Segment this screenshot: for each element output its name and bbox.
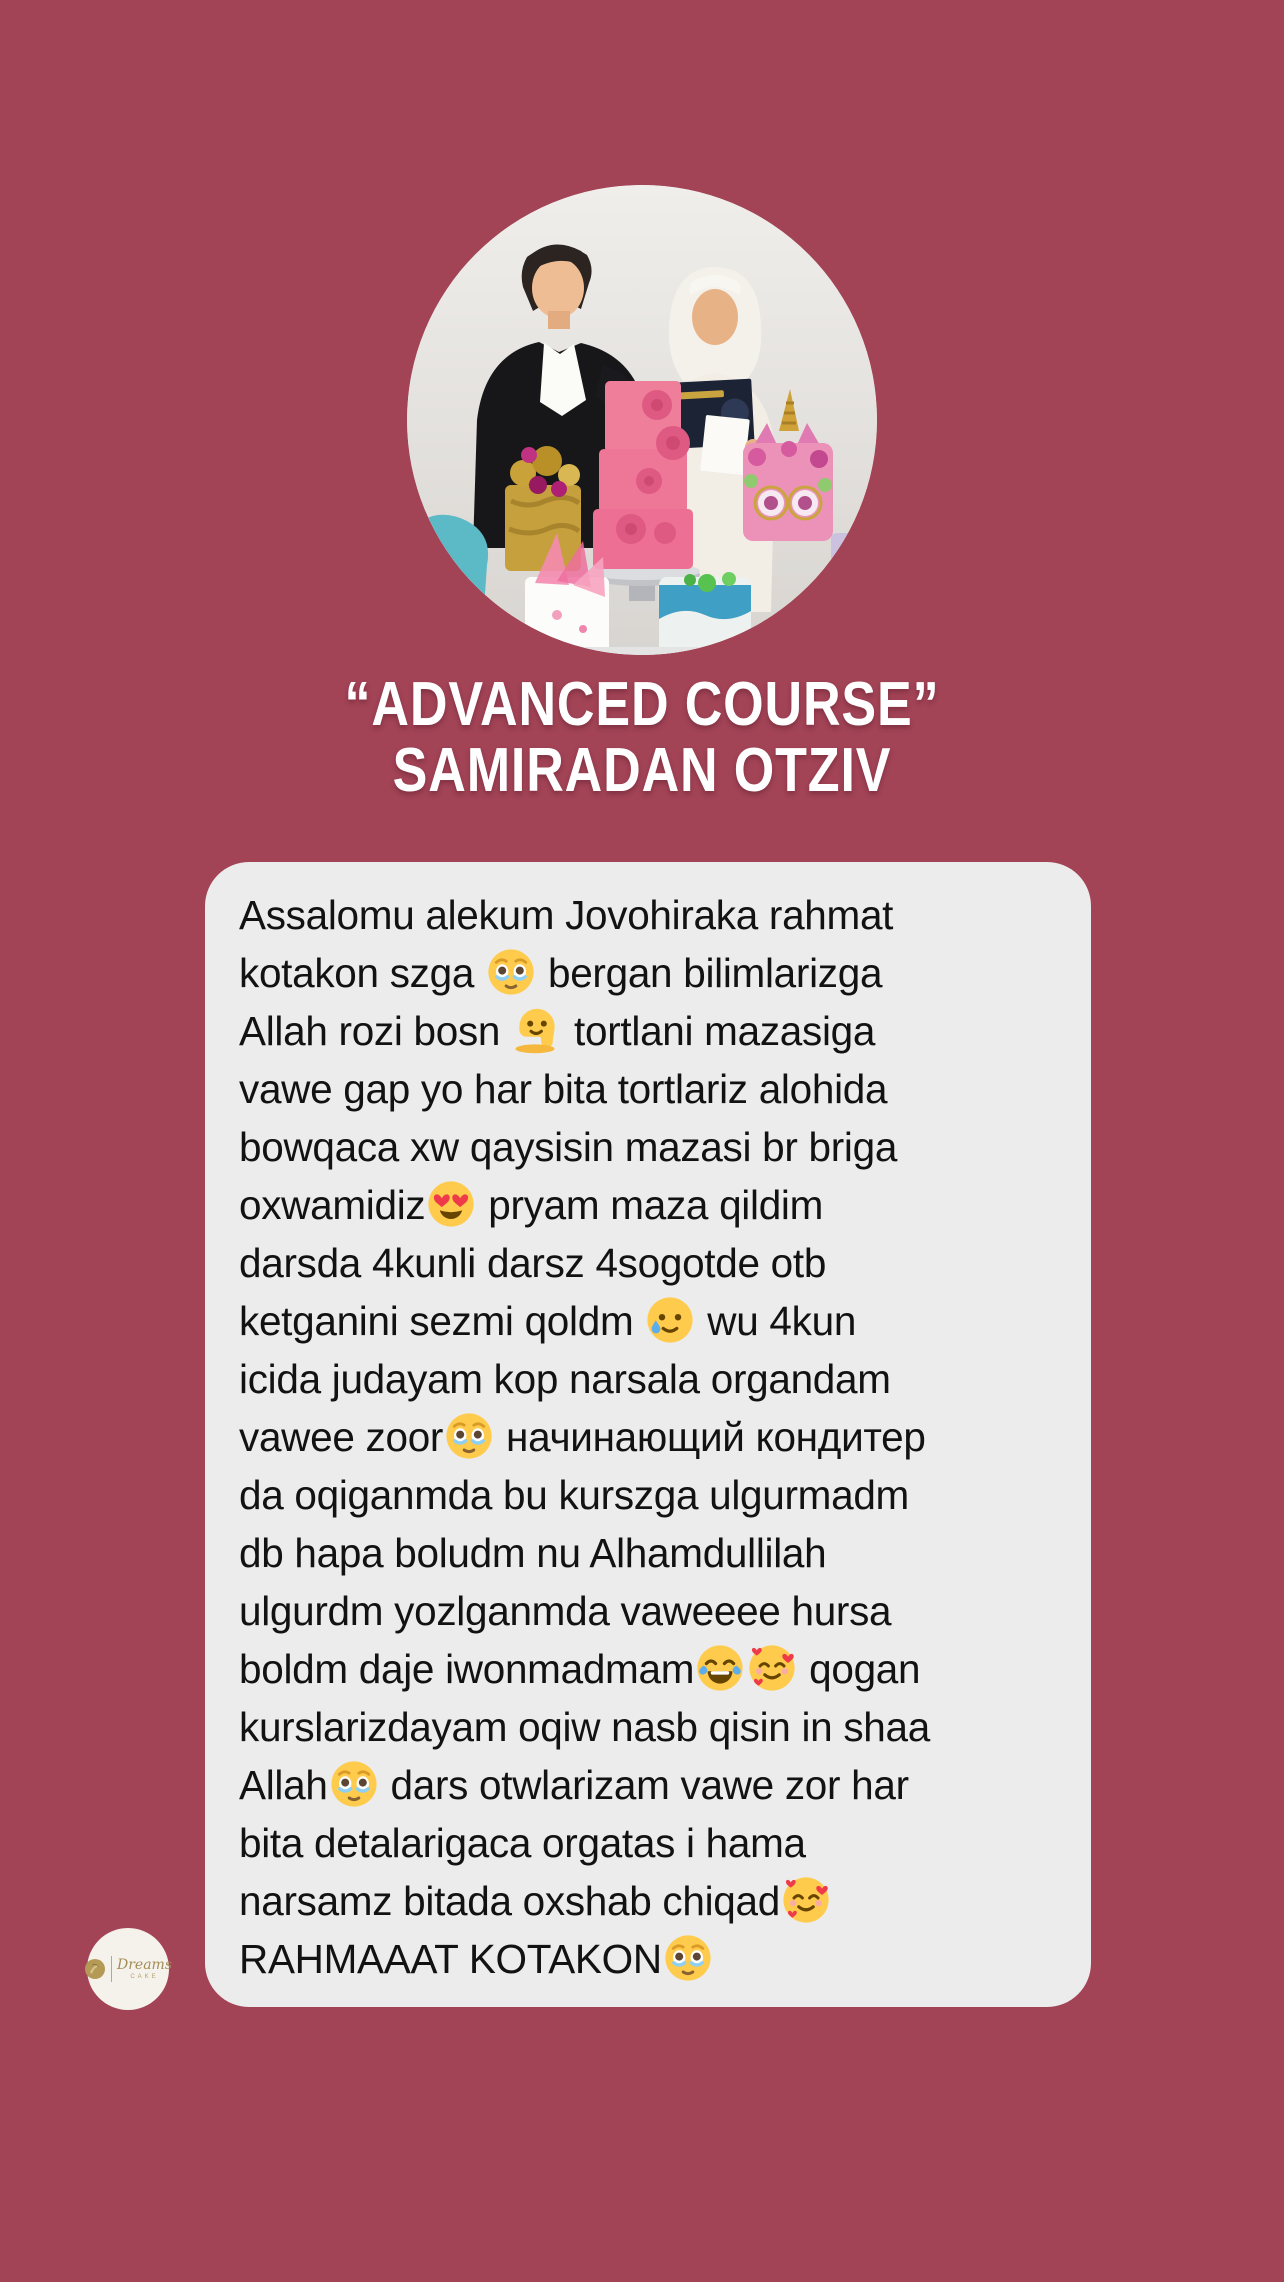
message-line [239, 1176, 1057, 1234]
message-line [239, 1466, 1057, 1524]
message-line [239, 1698, 1057, 1756]
message-text: kotakon szga [239, 950, 486, 996]
message-text: da oqiganmda bu kurszga ulgurmadm [239, 1472, 909, 1518]
message-text: ketganini sezmi qoldm [239, 1298, 645, 1344]
message-line [239, 1408, 1057, 1466]
message-line [239, 1002, 1057, 1060]
message-text: начинающий кондитер [495, 1414, 926, 1460]
page-title [103, 672, 1182, 804]
message-text: RAHMAAAT KOTAKON [239, 1936, 662, 1982]
face-holding-back-tears-emoji [487, 948, 535, 996]
message-text: Allah rozi bosn [239, 1008, 512, 1054]
smiling-face-with-hearts-emoji [748, 1644, 796, 1692]
heart-eyes-emoji [427, 1180, 475, 1228]
message-text: bowqaca xw qaysisin mazasi br briga [239, 1124, 898, 1170]
smiling-face-with-hearts-emoji [782, 1876, 830, 1924]
message-text: oxwamidiz [239, 1182, 426, 1228]
melting-face-emoji [513, 1006, 561, 1054]
message-line [239, 1524, 1057, 1582]
face-holding-back-tears-emoji [664, 1934, 712, 1982]
message-text: pryam maza qildim [477, 1182, 824, 1228]
title-line-2: SAMIRADAN OTZIV [392, 736, 892, 805]
message-text: icida judayam kop narsala organdam [239, 1356, 891, 1402]
message-line [239, 1640, 1057, 1698]
profile-photo [407, 185, 877, 655]
smiling-face-with-tear-emoji [646, 1296, 694, 1344]
message-text: Allah [239, 1762, 328, 1808]
bakers-with-cakes-photo [407, 185, 877, 655]
brand-emblem-icon [84, 1958, 106, 1980]
message-text: ulgurdm yozlganmda vaweeee hursa [239, 1588, 892, 1634]
message-line [239, 1814, 1057, 1872]
review-message-bubble [205, 862, 1091, 2007]
message-text: darsda 4kunli darsz 4sogotde otb [239, 1240, 827, 1286]
face-holding-back-tears-emoji [445, 1412, 493, 1460]
brand-script-text: Dreams [117, 1956, 173, 1973]
message-text: boldm daje iwonmadmam [239, 1646, 695, 1692]
message-text: vawe gap yo har bita tortlariz alohida [239, 1066, 888, 1112]
message-line [239, 1060, 1057, 1118]
message-line [239, 886, 1057, 944]
message-text: tortlani mazasiga [563, 1008, 876, 1054]
message-text: wu 4kun [696, 1298, 857, 1344]
message-text: bergan bilimlarizga [537, 950, 883, 996]
tears-of-joy-emoji [696, 1644, 744, 1692]
message-text: dars otwlarizam vawe zor har [379, 1762, 909, 1808]
face-holding-back-tears-emoji [330, 1760, 378, 1808]
message-text: Assalomu alekum Jovohiraka rahmat [239, 892, 894, 938]
message-text: narsamz bitada oxshab chiqad [239, 1878, 780, 1924]
brand-watermark [87, 1928, 173, 2010]
title-line-1: “ADVANCED COURSE” [344, 670, 940, 739]
message-line [239, 1756, 1057, 1814]
message-line [239, 1350, 1057, 1408]
message-text: db hapa boludm nu Alhamdullilah [239, 1530, 827, 1576]
message-line [239, 1582, 1057, 1640]
watermark-divider [111, 1956, 112, 1982]
message-text: qogan [798, 1646, 921, 1692]
message-line [239, 1118, 1057, 1176]
message-text: kurslarizdayam oqiw nasb qisin in shaa [239, 1704, 930, 1750]
message-line [239, 1292, 1057, 1350]
message-line [239, 1930, 1057, 1988]
message-line [239, 1872, 1057, 1930]
message-text: bita detalarigaca orgatas i hama [239, 1820, 806, 1866]
message-line [239, 944, 1057, 1002]
brand-sub-text: CAKE [130, 1973, 159, 1980]
message-text: vawee zoor [239, 1414, 444, 1460]
message-line [239, 1234, 1057, 1292]
